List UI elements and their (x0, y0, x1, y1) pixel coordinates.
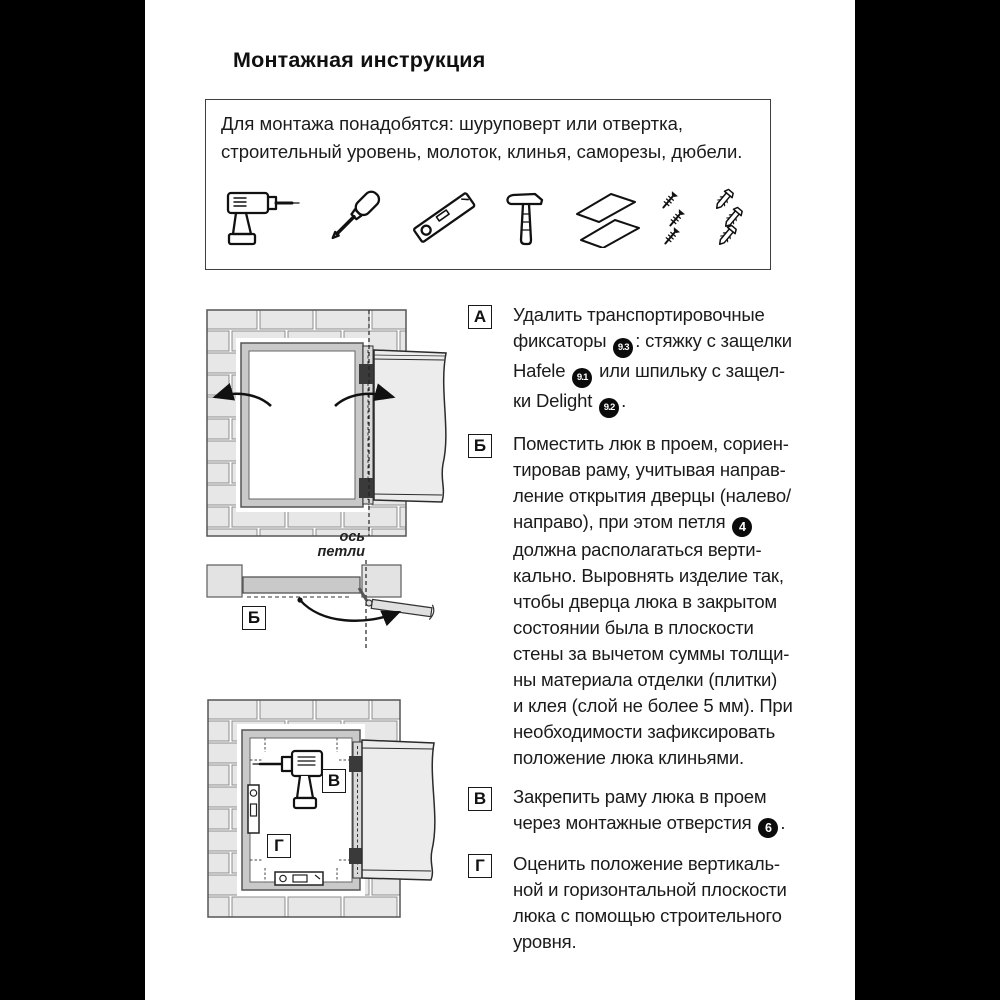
step-text-line (513, 509, 838, 537)
step-text-line (513, 589, 838, 615)
step-text-line (513, 929, 838, 955)
step-text-line (513, 784, 838, 810)
step-letter-box: Б (468, 434, 492, 458)
step-text-segment: тировав раму, учитывая направ- (513, 459, 786, 480)
instruction-step (468, 784, 838, 838)
open-door-panel (362, 740, 435, 880)
hinge-axis-label-line2: петли (317, 544, 365, 560)
horizontal-level (275, 872, 323, 885)
step-text-line (513, 302, 838, 328)
step-text-line (513, 903, 838, 929)
instruction-step (468, 851, 838, 955)
step-text-segment: ки Delight (513, 390, 598, 411)
diagram-label-v: В (322, 769, 346, 793)
step-letter-box: В (468, 787, 492, 811)
hinge-axis-label-line1: ось (339, 529, 365, 545)
step-letter-box: Г (468, 854, 492, 878)
tools-required-text (221, 110, 742, 166)
step-text-segment: положение люка клиньями. (513, 747, 744, 768)
instruction-step (468, 431, 838, 771)
dowels-icon (714, 187, 754, 249)
step-text-line (513, 667, 838, 693)
step-text-segment: стены за вычетом суммы толщи- (513, 643, 790, 664)
hinge-axis-label (283, 530, 365, 560)
front-view-diagram (203, 308, 455, 538)
step-text-line (513, 537, 838, 563)
vertical-level (248, 785, 259, 833)
hinge-bracket (349, 756, 363, 772)
step-letter-box: А (468, 305, 492, 329)
step-text-segment: или шпильку с защел- (594, 360, 785, 381)
part-number-badge: 4 (732, 517, 752, 537)
screws-icon (660, 187, 696, 249)
step-text-segment: Оценить положение вертикаль- (513, 853, 780, 874)
open-door-panel (374, 350, 446, 502)
step-text-line (513, 358, 838, 388)
step-text-line (513, 563, 838, 589)
hinge-bracket (349, 848, 363, 864)
step-text-segment: уровня. (513, 931, 577, 952)
step-text-segment: Закрепить раму люка в проем (513, 786, 767, 807)
step-text-line (513, 483, 838, 509)
open-door-plan (371, 596, 435, 620)
step-text-segment: ны материала отделки (плитки) (513, 669, 778, 690)
step-text-segment: кально. Выровнять изделие так, (513, 565, 784, 586)
step-text-line (513, 641, 838, 667)
step-text-line (513, 457, 838, 483)
instruction-step (468, 302, 838, 418)
wall-section-right (362, 565, 401, 597)
step-text-segment: люка с помощью строительного (513, 905, 782, 926)
step-text-segment: . (621, 390, 627, 411)
diagram-label-b: Б (242, 606, 266, 630)
part-number-badge: 9.1 (572, 368, 592, 388)
screwdriver-icon (320, 187, 390, 249)
tools-icons-row (222, 176, 754, 260)
step-text-segment: ной и горизонтальной плоскости (513, 879, 787, 900)
step-text-segment: направо), при этом петля (513, 511, 731, 532)
hinge-bracket (359, 364, 374, 384)
step-text-segment: чтобы дверца люка в закрытом (513, 591, 777, 612)
hammer-icon (501, 187, 553, 249)
step-text-segment: Удалить транспортировочные (513, 304, 765, 325)
steps-list (468, 302, 838, 968)
step-text-segment: ление открытия дверцы (налево/ (513, 485, 791, 506)
step-text-segment: необходимости зафиксировать (513, 721, 776, 742)
step-text-line (513, 693, 838, 719)
step-text-line (513, 745, 838, 771)
instruction-page (145, 0, 855, 1000)
step-text-line (513, 388, 838, 418)
frame-plan-bar (243, 577, 360, 593)
part-number-badge: 9.3 (613, 338, 633, 358)
step-text-segment: : стяжку с защелки (635, 330, 792, 351)
step-text-segment: . (780, 812, 786, 833)
wall-section-left (207, 565, 242, 597)
step-text-line (513, 719, 838, 745)
step-text-segment: Hafele (513, 360, 571, 381)
diagram-label-g: Г (267, 834, 291, 858)
step-text-line (513, 877, 838, 903)
tools-text-line-2: строительный уровень, молоток, клинья, саморезы, дюбели. (221, 141, 743, 162)
step-text-segment: состоянии была в плоскости (513, 617, 754, 638)
step-text-line (513, 431, 838, 457)
step-text-segment: через монтажные отверстия (513, 812, 757, 833)
spirit-level-icon (407, 187, 483, 249)
step-text-segment: фиксаторы (513, 330, 612, 351)
part-number-badge: 9.2 (599, 398, 619, 418)
step-text-line (513, 615, 838, 641)
fastening-diagram (203, 698, 463, 924)
wedges-icon (571, 188, 643, 248)
step-text-segment: и клея (слой не более 5 мм). При (513, 695, 793, 716)
part-number-badge: 6 (758, 818, 778, 838)
hinge-bracket (359, 478, 374, 498)
tools-text-line-1: Для монтажа понадобятся: шуруповерт или отвертка, (221, 113, 684, 134)
step-text-segment: должна располагаться верти- (513, 539, 762, 560)
drill-driver-icon (222, 187, 302, 249)
step-text-segment: Поместить люк в проем, сориен- (513, 433, 789, 454)
tools-box (205, 99, 771, 270)
step-text-line (513, 328, 838, 358)
step-text-line (513, 810, 838, 838)
step-text-line (513, 851, 838, 877)
page-title: Монтажная инструкция (233, 48, 486, 72)
